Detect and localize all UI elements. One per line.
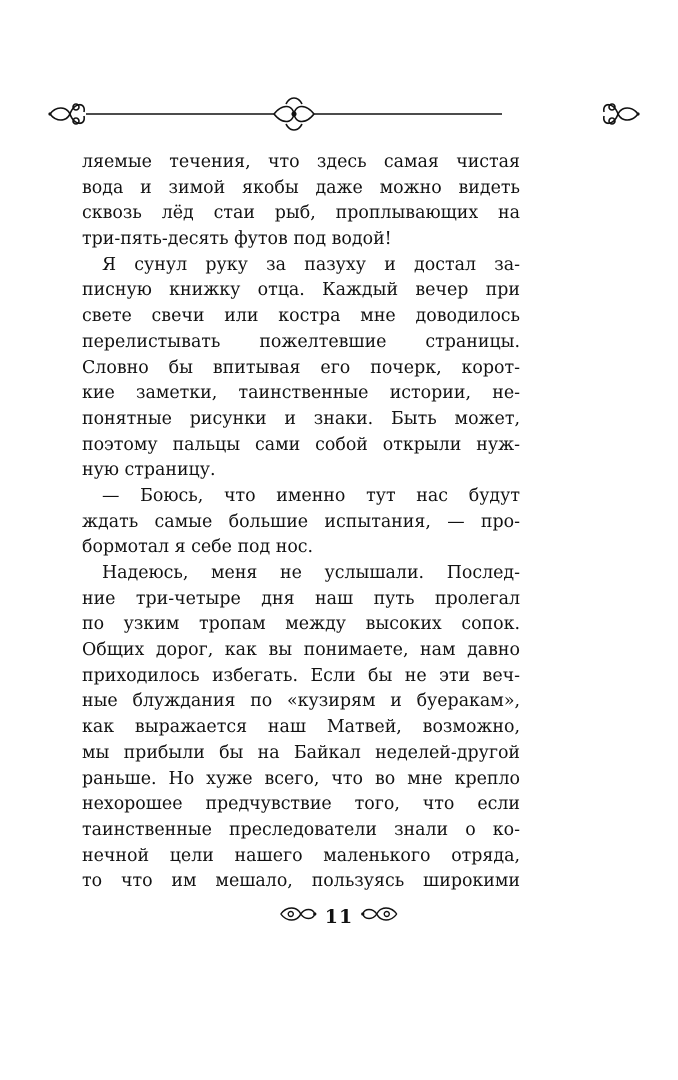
text-line: мы прибыли бы на Байкал неделей-другой [82, 742, 520, 763]
text-line: Общих дорог, как вы понимаете, нам давно [82, 640, 520, 661]
text-line: Словно бы впитывая его почерк, корот- [82, 357, 520, 378]
text-line: раньше. Но хуже всего, что во мне крепло [82, 768, 520, 789]
right-flourish-icon [359, 902, 399, 931]
page-footer [0, 902, 678, 942]
text-line: кие заметки, таинственные истории, не- [82, 383, 520, 404]
text-line: ную страницу. [82, 460, 216, 481]
text-line: писную книжку отца. Каждый вечер при [82, 280, 520, 301]
text-line: сквозь лёд стаи рыб, проплывающих на [82, 203, 520, 224]
text-line: ные блуждания по «кузирям и буеракам», [82, 691, 520, 712]
text-line: Я сунул руку за пазуху и достал за- [102, 254, 520, 275]
text-line: ние три-четыре дня наш путь пролегал [82, 588, 520, 609]
text-line: перелистывать пожелтевшие страницы. [82, 331, 520, 352]
text-line: бормотал я себе под нос. [82, 537, 314, 558]
text-line: ждать самые большие испытания, — про- [82, 511, 520, 532]
text-line: как выражается наш Матвей, возможно, [82, 717, 520, 738]
header-ornament [46, 92, 642, 136]
text-line: понятные рисунки и знаки. Быть может, [82, 408, 520, 429]
text-line: то что им мешало, пользуясь широкими [82, 871, 520, 892]
left-flourish-icon [279, 902, 319, 931]
text-line: поэтому пальцы сами собой открыли нуж- [82, 434, 520, 455]
text-line: приходилось избегать. Если бы не эти веч- [82, 665, 520, 686]
text-line: нехорошее предчувствие того, что если [82, 794, 520, 815]
text-line: — Боюсь, что именно тут нас будут [102, 485, 520, 506]
text-line: свете свечи или костра мне доводилось [82, 306, 520, 327]
text-line: по узким тропам между высоких сопок. [82, 614, 520, 635]
text-line: вода и зимой якобы даже можно видеть [82, 177, 520, 198]
page-number: 11 [324, 905, 354, 928]
text-line: Надеюсь, меня не услышали. Послед- [102, 563, 520, 583]
text-line: три-пять-десять футов под водой! [82, 229, 392, 250]
text-line: ляемые течения, что здесь самая чистая [82, 152, 520, 172]
text-line: таинственные преследователи знали о ко- [82, 819, 520, 840]
body-text [82, 150, 520, 895]
text-line: нечной цели нашего маленького отряда, [82, 845, 520, 866]
